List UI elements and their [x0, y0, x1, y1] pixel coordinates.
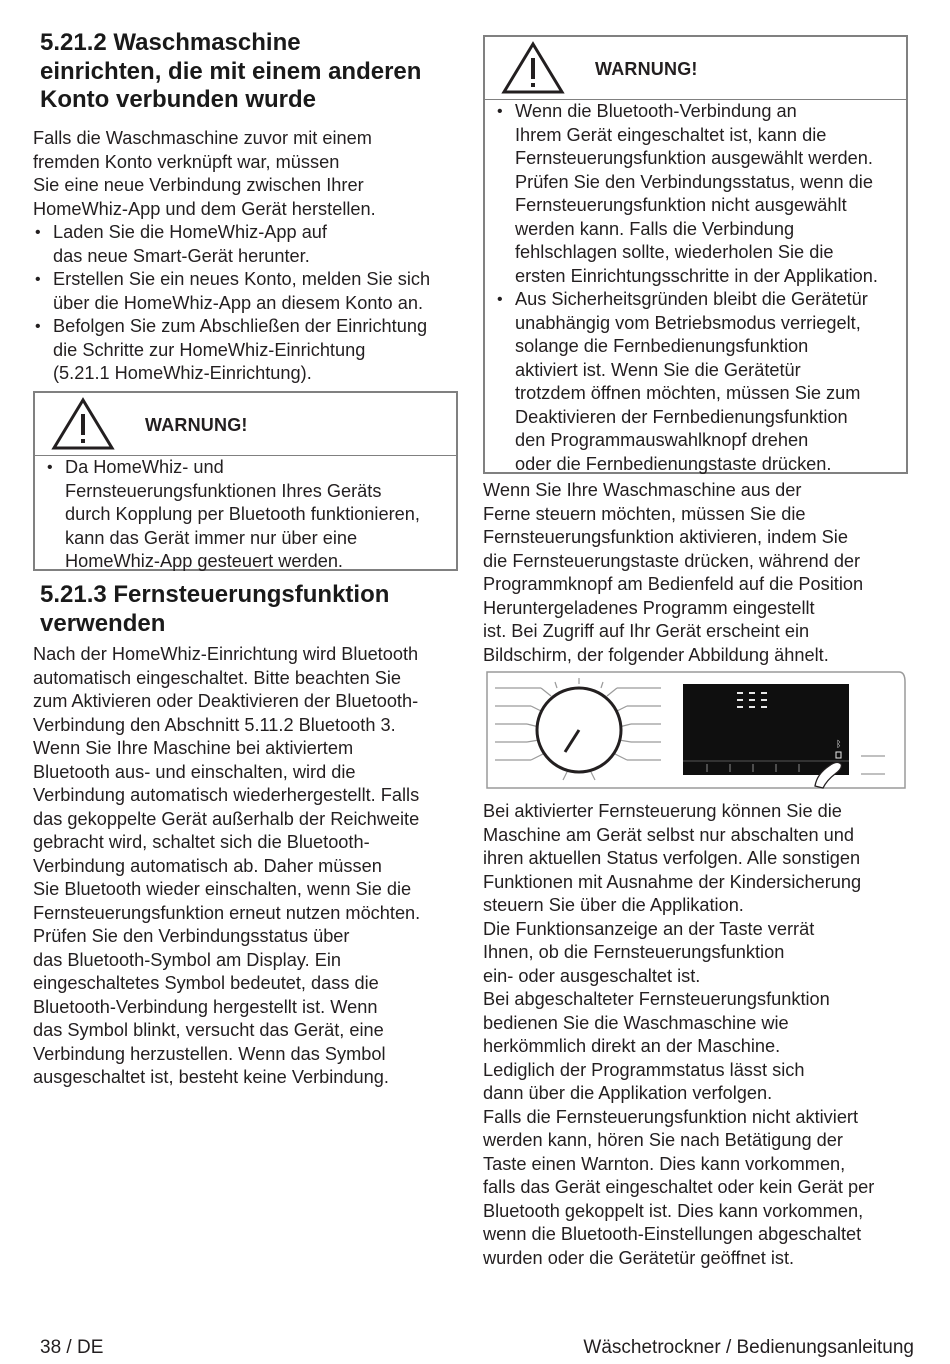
control-panel-drawing [483, 668, 907, 792]
warning-header [35, 393, 456, 456]
list-item: • Wenn die Bluetooth-Verbindung an Ihrem Gerät eingeschaltet ist, kann die Fernsteuerungsfunktion ausgewählt werden. Prüfen Sie den Verbindungsstatus, wenn die Fernsteuerungsfunktion nicht ausgewählt werden kann. Falls die Verbindung fehlschlagen sollte, wiederholen Sie die ersten Einrichtungsschritte in der Applikation. [497, 101, 878, 286]
paragraph-remote-details: Bei aktivierter Fernsteuerung können Sie die Maschine am Gerät selbst nur abschalten und ihren aktuellen Status verfolgen. Alle sonstigen Funktionen mit Ausnahme der Kindersicherung steuern Sie über die Applikation. Die Funktionsanzeige an der Taste verrät Ihnen, ob die Fernsteuerungsfunktion ein- oder ausgeschaltet ist. Bei abgeschalteter Fernsteuerungsfunktion bedienen Sie die Waschmaschine wie herkömmlich direkt an der Maschine. Lediglich der Programmstatus lässt sich dann über die Applikation verfolgen. Falls die Fernsteuerungsfunktion nicht aktiviert werden kann, hören Sie nach Betätigung der Taste einen Warnton. Dies kann vorkommen, falls das Gerät eingeschaltet oder kein Gerät per Bluetooth gekoppelt ist. Dies kann vorkommen, wenn die Bluetooth-Einstellungen abgeschaltet wurden oder die Gerätetür geöffnet ist. [483, 801, 875, 1268]
list-item: • Aus Sicherheitsgründen bleibt die Gerätetür unabhängig vom Betriebsmodus verriegelt, solange die Fernbedienungsfunktion aktiviert ist. Wenn Sie die Gerätetür trotzdem öffnen möchten, müssen Sie zum Deaktivieren der Fernbedienungsfunktion den Programmauswahlknopf drehen oder die Fernbedienungstaste drücken. [497, 289, 868, 474]
list-item: • Laden Sie die HomeWhiz-App auf das neue Smart-Gerät herunter. [35, 222, 327, 266]
warning-triangle-icon [51, 397, 115, 451]
section-heading-5-21-3: 5.21.3 Fernsteuerungsfunktion verwenden [40, 581, 390, 637]
paragraph-bluetooth-info: Nach der HomeWhiz-Einrichtung wird Bluetooth automatisch eingeschaltet. Bitte beachten Sie zum Aktivieren oder Deaktivieren der Bluetooth- Verbindung den Abschnitt 5.11.2 Bluetooth 3. Wenn Sie Ihre Maschine bei aktiviertem Bluetooth aus- und einschalten, wird die Verbindung automatisch wiederhergestellt. Falls das gekoppelte Gerät außerhalb der Reichweite gebracht wird, schaltet sich die Bluetooth- Verbindung automatisch ab. Daher müssen Sie Bluetooth wieder einschalten, wenn Sie die Fernsteuerungsfunktion erneut nutzen möchten. Prüfen Sie den Verbindungsstatus über das Bluetooth-Symbol am Display. Ein eingeschaltetes Symbol bedeutet, dass die Bluetooth-Verbindung hergestellt ist. Wenn das Symbol blinkt, versucht das Gerät, eine Verbindung herzustellen. Wenn das Symbol ausgeschaltet ist, besteht keine Verbindung. [33, 644, 421, 1087]
warning-body [485, 100, 906, 476]
warning-box-bluetooth [483, 35, 908, 474]
warning-header [485, 37, 906, 100]
warning-title: WARNUNG! [145, 415, 248, 435]
bluetooth-icon: ᛒ [836, 740, 842, 750]
section-heading-5-21-2: 5.21.2 Waschmaschine einrichten, die mit einem anderen Konto verbunden wurde [40, 29, 422, 113]
list-item: • Befolgen Sie zum Abschließen der Einrichtung die Schritte zur HomeWhiz-Einrichtung (5.21.1 HomeWhiz-Einrichtung). [35, 316, 428, 383]
page-number: 38 / DE [40, 1337, 104, 1358]
warning-triangle-icon [501, 41, 565, 95]
paragraph-account-info: Falls die Waschmaschine zuvor mit einem fremden Konto verknüpft war, müssen Sie eine neue Verbindung zwischen Ihrer HomeWhiz-App und dem Gerät herstellen. [33, 128, 376, 219]
setup-steps-list [33, 221, 463, 386]
warning-title: WARNUNG! [595, 59, 698, 79]
warning-box-homewhiz [33, 391, 458, 571]
paragraph-remote-activate: Wenn Sie Ihre Waschmaschine aus der Ferne steuern möchten, müssen Sie die Fernsteuerungsfunktion aktivieren, indem Sie die Fernsteuerungstaste drücken, während der Programmknopf am Bedienfeld auf die Position Heruntergeladenes Programm eingestellt ist. Bei Zugriff auf Ihr Gerät erscheint ein Bildschirm, der folgender Abbildung ähnelt. [483, 480, 864, 665]
warning-body [35, 456, 456, 574]
footer-title: Wäschetrockner / Bedienungsanleitung [583, 1337, 914, 1358]
list-item: • Erstellen Sie ein neues Konto, melden Sie sich über die HomeWhiz-App an diesem Konto an. [35, 269, 431, 313]
list-item: • Da HomeWhiz- und Fernsteuerungsfunktionen Ihres Geräts durch Kopplung per Bluetooth funktionieren, kann das Gerät immer nur über eine HomeWhiz-App gesteuert werden. [47, 457, 420, 571]
control-panel-illustration [483, 668, 907, 792]
